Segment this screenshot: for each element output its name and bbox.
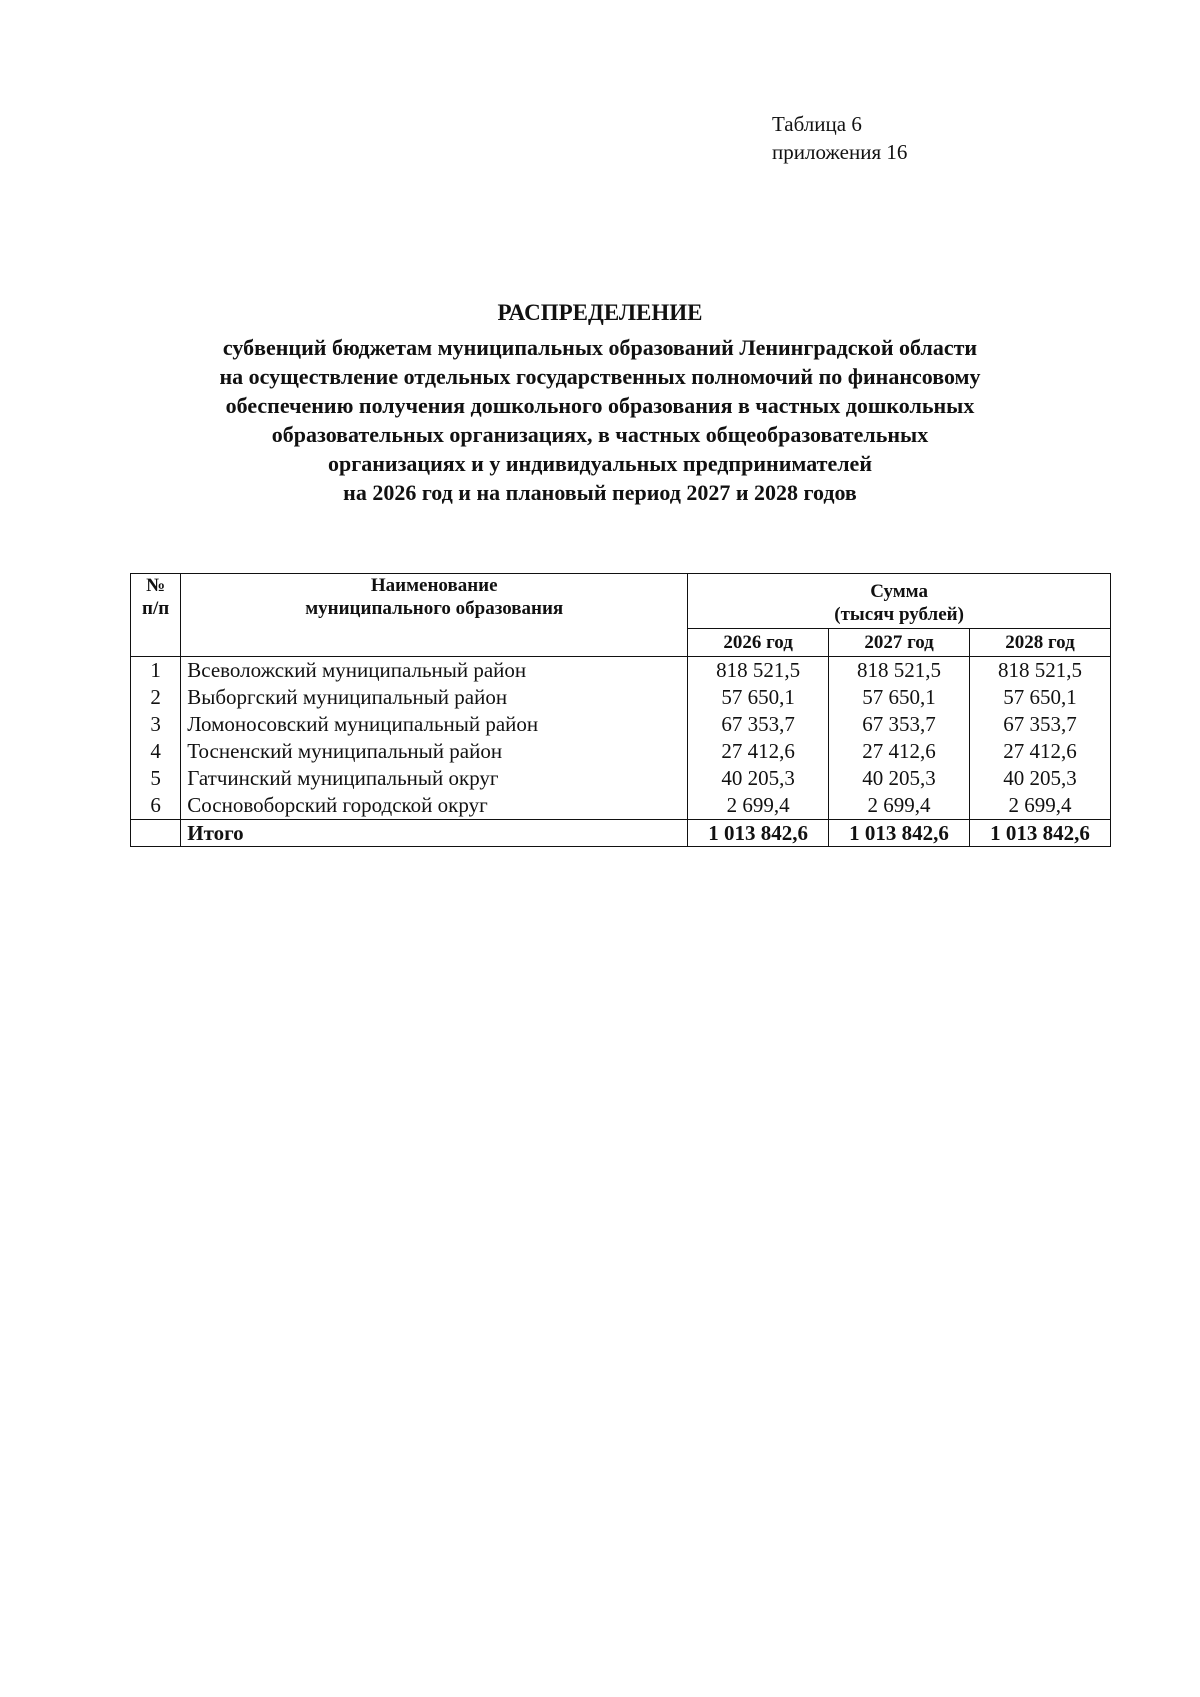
header-year-2026: 2026 год: [688, 629, 829, 657]
total-row: [131, 820, 1111, 847]
header-number: [131, 574, 181, 657]
row-municipality: Ломоносовский муниципальный район: [181, 711, 688, 738]
total-value-2027: 1 013 842,6: [829, 820, 970, 847]
distribution-table: [130, 573, 1111, 847]
row-municipality: Выборгский муниципальный район: [181, 684, 688, 711]
table-row: [131, 684, 1111, 711]
row-value-2027: 40 205,3: [829, 765, 970, 792]
row-municipality: Всеволожский муниципальный район: [181, 657, 688, 685]
row-value-2026: 818 521,5: [688, 657, 829, 685]
total-value-2026: 1 013 842,6: [688, 820, 829, 847]
title-line-5: организациях и у индивидуальных предпринимателей: [328, 451, 872, 476]
row-value-2028: 2 699,4: [970, 792, 1111, 820]
row-value-2026: 27 412,6: [688, 738, 829, 765]
row-value-2027: 67 353,7: [829, 711, 970, 738]
document-title: [100, 298, 1100, 507]
row-value-2026: 67 353,7: [688, 711, 829, 738]
row-number: 3: [131, 711, 181, 738]
row-value-2028: 40 205,3: [970, 765, 1111, 792]
row-value-2028: 57 650,1: [970, 684, 1111, 711]
total-number-cell: [131, 820, 181, 847]
row-value-2027: 57 650,1: [829, 684, 970, 711]
title-line-6: на 2026 год и на плановый период 2027 и 2028 годов: [343, 480, 857, 505]
reference-table-number: Таблица 6: [772, 112, 862, 136]
title-line-1: субвенций бюджетам муниципальных образований Ленинградской области: [222, 335, 978, 360]
row-number: 1: [131, 657, 181, 685]
row-number: 4: [131, 738, 181, 765]
row-municipality: Гатчинский муниципальный округ: [181, 765, 688, 792]
row-number: 2: [131, 684, 181, 711]
header-number-symbol: №: [146, 575, 166, 596]
table-header: [131, 574, 1111, 657]
row-value-2027: 818 521,5: [829, 657, 970, 685]
title-line-3: обеспечению получения дошкольного образования в частных дошкольных: [225, 393, 975, 418]
row-municipality: Тосненский муниципальный район: [181, 738, 688, 765]
row-municipality: Сосновоборский городской округ: [181, 792, 688, 820]
header-year-2027: 2027 год: [829, 629, 970, 657]
row-value-2028: 818 521,5: [970, 657, 1111, 685]
header-sum-line2: (тысяч рублей): [834, 604, 964, 625]
row-value-2027: 2 699,4: [829, 792, 970, 820]
total-label: Итого: [181, 820, 688, 847]
header-municipality: [181, 574, 688, 657]
header-year-2028: 2028 год: [970, 629, 1111, 657]
header-sum: [688, 574, 1111, 629]
document-reference: [772, 110, 907, 166]
header-municipality-line1: Наименование: [370, 575, 498, 596]
table-body: [131, 657, 1111, 847]
table-row: [131, 657, 1111, 685]
total-value-2028: 1 013 842,6: [970, 820, 1111, 847]
header-sum-line1: Сумма: [870, 581, 928, 602]
table-row: [131, 792, 1111, 820]
title-line-2: на осуществление отдельных государственных полномочий по финансовому: [219, 364, 981, 389]
reference-appendix: приложения 16: [772, 140, 908, 164]
row-value-2027: 27 412,6: [829, 738, 970, 765]
title-line-4: образовательных организациях, в частных общеобразовательных: [271, 422, 929, 447]
row-value-2028: 67 353,7: [970, 711, 1111, 738]
header-municipality-line2: муниципального образования: [305, 598, 564, 619]
table-row: [131, 765, 1111, 792]
header-number-abbr: п/п: [142, 598, 170, 619]
row-value-2028: 27 412,6: [970, 738, 1111, 765]
row-value-2026: 57 650,1: [688, 684, 829, 711]
row-number: 6: [131, 792, 181, 820]
table-row: [131, 711, 1111, 738]
row-value-2026: 2 699,4: [688, 792, 829, 820]
title-main: РАСПРЕДЕЛЕНИЕ: [497, 300, 703, 325]
row-number: 5: [131, 765, 181, 792]
row-value-2026: 40 205,3: [688, 765, 829, 792]
table-row: [131, 738, 1111, 765]
